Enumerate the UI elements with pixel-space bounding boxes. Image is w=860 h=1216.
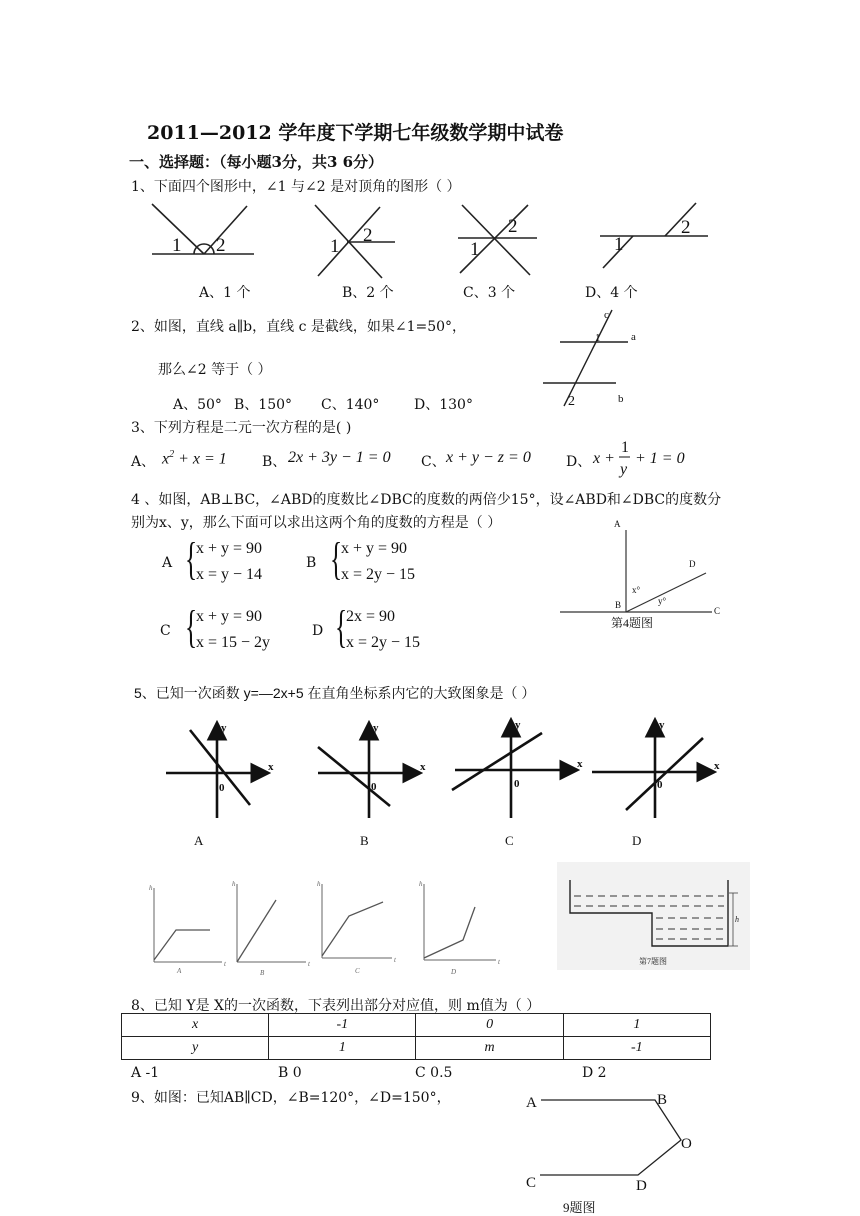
table-cell: y: [122, 1037, 269, 1060]
q1a-label-1: 1: [172, 235, 182, 256]
svg-text:+ 1 = 0: + 1 = 0: [635, 450, 685, 467]
q9-caption: 9题图: [563, 1200, 596, 1215]
q5d-origin: 0: [657, 779, 663, 791]
q4-d-eq1: 2x = 90: [346, 608, 396, 625]
q5b-origin: 0: [371, 781, 377, 793]
table-cell: -1: [269, 1014, 416, 1037]
q8-option-b: B 0: [278, 1065, 302, 1081]
q4-label-B: B: [615, 600, 622, 610]
q5d-y: y: [659, 719, 665, 731]
q4-d-eq2: x = 2y − 15: [346, 634, 421, 651]
table-cell: x: [122, 1014, 269, 1037]
q7-option-b: B: [260, 969, 265, 977]
q4-label-D: D: [689, 559, 696, 569]
q4-d-brace: {: [335, 601, 348, 652]
q2-option-a: A、50°: [173, 397, 222, 413]
q4-c-eq2: x = 15 − 2y: [196, 634, 271, 651]
q2-label-1: 1: [595, 332, 601, 344]
q5d-x: x: [714, 760, 720, 772]
q8-option-a: A -1: [131, 1065, 160, 1081]
q5a-origin: 0: [219, 782, 225, 794]
question-9-stem: 9、如图：已知AB∥CD，∠B=120°，∠D=150°，: [131, 1090, 451, 1106]
q4-label-y: y°: [658, 596, 667, 606]
q4-a-eq1: x + y = 90: [196, 540, 263, 557]
table-cell: 1: [563, 1014, 710, 1037]
q1b-label-2: 2: [363, 225, 373, 246]
q3-option-b-formula: 2x + 3y − 1 = 0: [288, 449, 391, 466]
q2-option-b: B、150°: [234, 397, 293, 413]
q4-label-b: B: [306, 555, 317, 571]
q2-label-b: b: [618, 393, 624, 405]
q4-a-brace: {: [185, 533, 198, 584]
q3-label-d: D、: [566, 454, 592, 470]
q5-option-a: A: [194, 833, 204, 848]
q5b-y: y: [373, 722, 379, 734]
q9-label-D: D: [636, 1178, 647, 1194]
q1-option-a: A、1 个: [199, 285, 251, 301]
q1b-label-1: 1: [330, 236, 340, 257]
q7d-h: h: [419, 880, 423, 888]
q4-label-A: A: [614, 519, 621, 529]
q1-option-b: B、2 个: [342, 285, 394, 301]
q1-option-d: D、4 个: [585, 285, 638, 301]
question-2-stem-cont: 那么∠2 等于（ ）: [158, 362, 272, 378]
q4-c-brace: {: [185, 601, 198, 652]
q4-label-a: A: [162, 555, 173, 571]
question-2-stem: 2、如图，直线 a∥b，直线 c 是截线，如果∠1=50°，: [131, 319, 467, 335]
q7a-h: h: [149, 884, 153, 892]
q5c-y: y: [515, 719, 521, 731]
page-title: 2011—2012 学年度下学期七年级数学期中试卷: [147, 122, 564, 144]
question-4-stem: 4 、如图，AB⊥BC，∠ABD的度数比∠DBC的度数的两倍少15°，设∠ABD和∠DBC的度数分: [131, 492, 722, 508]
q4-c-eq1: x + y = 90: [196, 608, 263, 625]
question-8-stem: 8、已知 Y是 X的一次函数，下表列出部分对应值，则 m值为（ ）: [131, 998, 541, 1014]
q1a-label-2: 2: [216, 235, 226, 256]
q5c-x: x: [577, 758, 583, 770]
q9-label-B: B: [657, 1092, 668, 1108]
q4-label-c: C: [160, 623, 171, 639]
q5b-x: x: [420, 761, 426, 773]
q7-fig-h: h: [735, 915, 739, 924]
table-cell: 1: [269, 1037, 416, 1060]
q5c-origin: 0: [514, 778, 520, 790]
question-5-stem: 5、已知一次函数 y=—2x+5 在直角坐标系内它的大致图象是（ ）: [134, 685, 536, 701]
q7c-t: t: [394, 956, 396, 964]
q2-label-c: c: [604, 309, 609, 321]
table-cell: 0: [416, 1014, 563, 1037]
table-cell: -1: [563, 1037, 710, 1060]
q9-label-C: C: [526, 1175, 537, 1191]
q4-b-brace: {: [330, 533, 343, 584]
q2-label-2: 2: [568, 394, 575, 409]
q3-label-c: C、: [421, 454, 446, 470]
q7-option-c: C: [355, 967, 360, 975]
section-heading: 一、选择题：（每小题3分，共3 6分）: [129, 153, 384, 171]
q1d-label-1: 1: [614, 234, 624, 255]
q9-label-O: O: [681, 1136, 692, 1152]
q7-option-d: D: [451, 968, 457, 976]
q4-label-x: x°: [632, 585, 641, 595]
q4-a-eq2: x = y − 14: [196, 566, 263, 583]
q2-option-d: D、130°: [414, 397, 473, 413]
q7a-t: t: [224, 960, 226, 968]
q3-label-b: B、: [262, 454, 287, 470]
q4-label-C: C: [714, 606, 721, 616]
q3-option-c-formula: x + y − z = 0: [446, 449, 531, 466]
q3-option-a-formula: $x^2 + x = 1$: [162, 449, 227, 468]
q5-option-d: D: [632, 833, 642, 848]
q8-option-d: D 2: [582, 1065, 607, 1081]
q7-caption: 第7题图: [639, 957, 667, 966]
question-3-stem: 3、下列方程是二元一次方程的是( ): [131, 420, 352, 436]
q7c-h: h: [317, 880, 321, 888]
question-1-stem: 1、下面四个图形中，∠1 与∠2 是对顶角的图形（ ）: [131, 179, 461, 195]
q1c-label-2: 2: [508, 216, 518, 237]
q5a-x: x: [268, 761, 274, 773]
q1-option-c: C、3 个: [463, 285, 516, 301]
q5-option-b: B: [360, 833, 369, 848]
q7b-t: t: [308, 960, 310, 968]
q7d-t: t: [498, 958, 500, 966]
q7b-h: h: [232, 880, 236, 888]
q4-b-eq1: x + y = 90: [341, 540, 408, 557]
q4-b-eq2: x = 2y − 15: [341, 566, 416, 583]
q8-option-c: C 0.5: [415, 1065, 453, 1081]
q1c-label-1: 1: [470, 239, 480, 260]
svg-text:y: y: [620, 461, 628, 478]
question-4-stem-cont: 别为x、y，那么下面可以求出这两个角的度数的方程是（ ）: [131, 515, 502, 531]
q2-option-c: C、140°: [321, 397, 380, 413]
q5a-y: y: [221, 722, 227, 734]
q4-caption: 第4题图: [611, 616, 654, 630]
table-cell: m: [416, 1037, 563, 1060]
q2-label-a: a: [631, 331, 636, 343]
q3-label-a: A、: [131, 454, 156, 470]
q4-label-d: D: [312, 623, 324, 639]
svg-text:x +: x +: [593, 450, 615, 467]
q1d-label-2: 2: [681, 217, 691, 238]
q7-option-a: A: [177, 967, 182, 975]
svg-text:1: 1: [621, 439, 629, 456]
q5-option-c: C: [505, 833, 514, 848]
q9-label-A: A: [526, 1095, 537, 1111]
